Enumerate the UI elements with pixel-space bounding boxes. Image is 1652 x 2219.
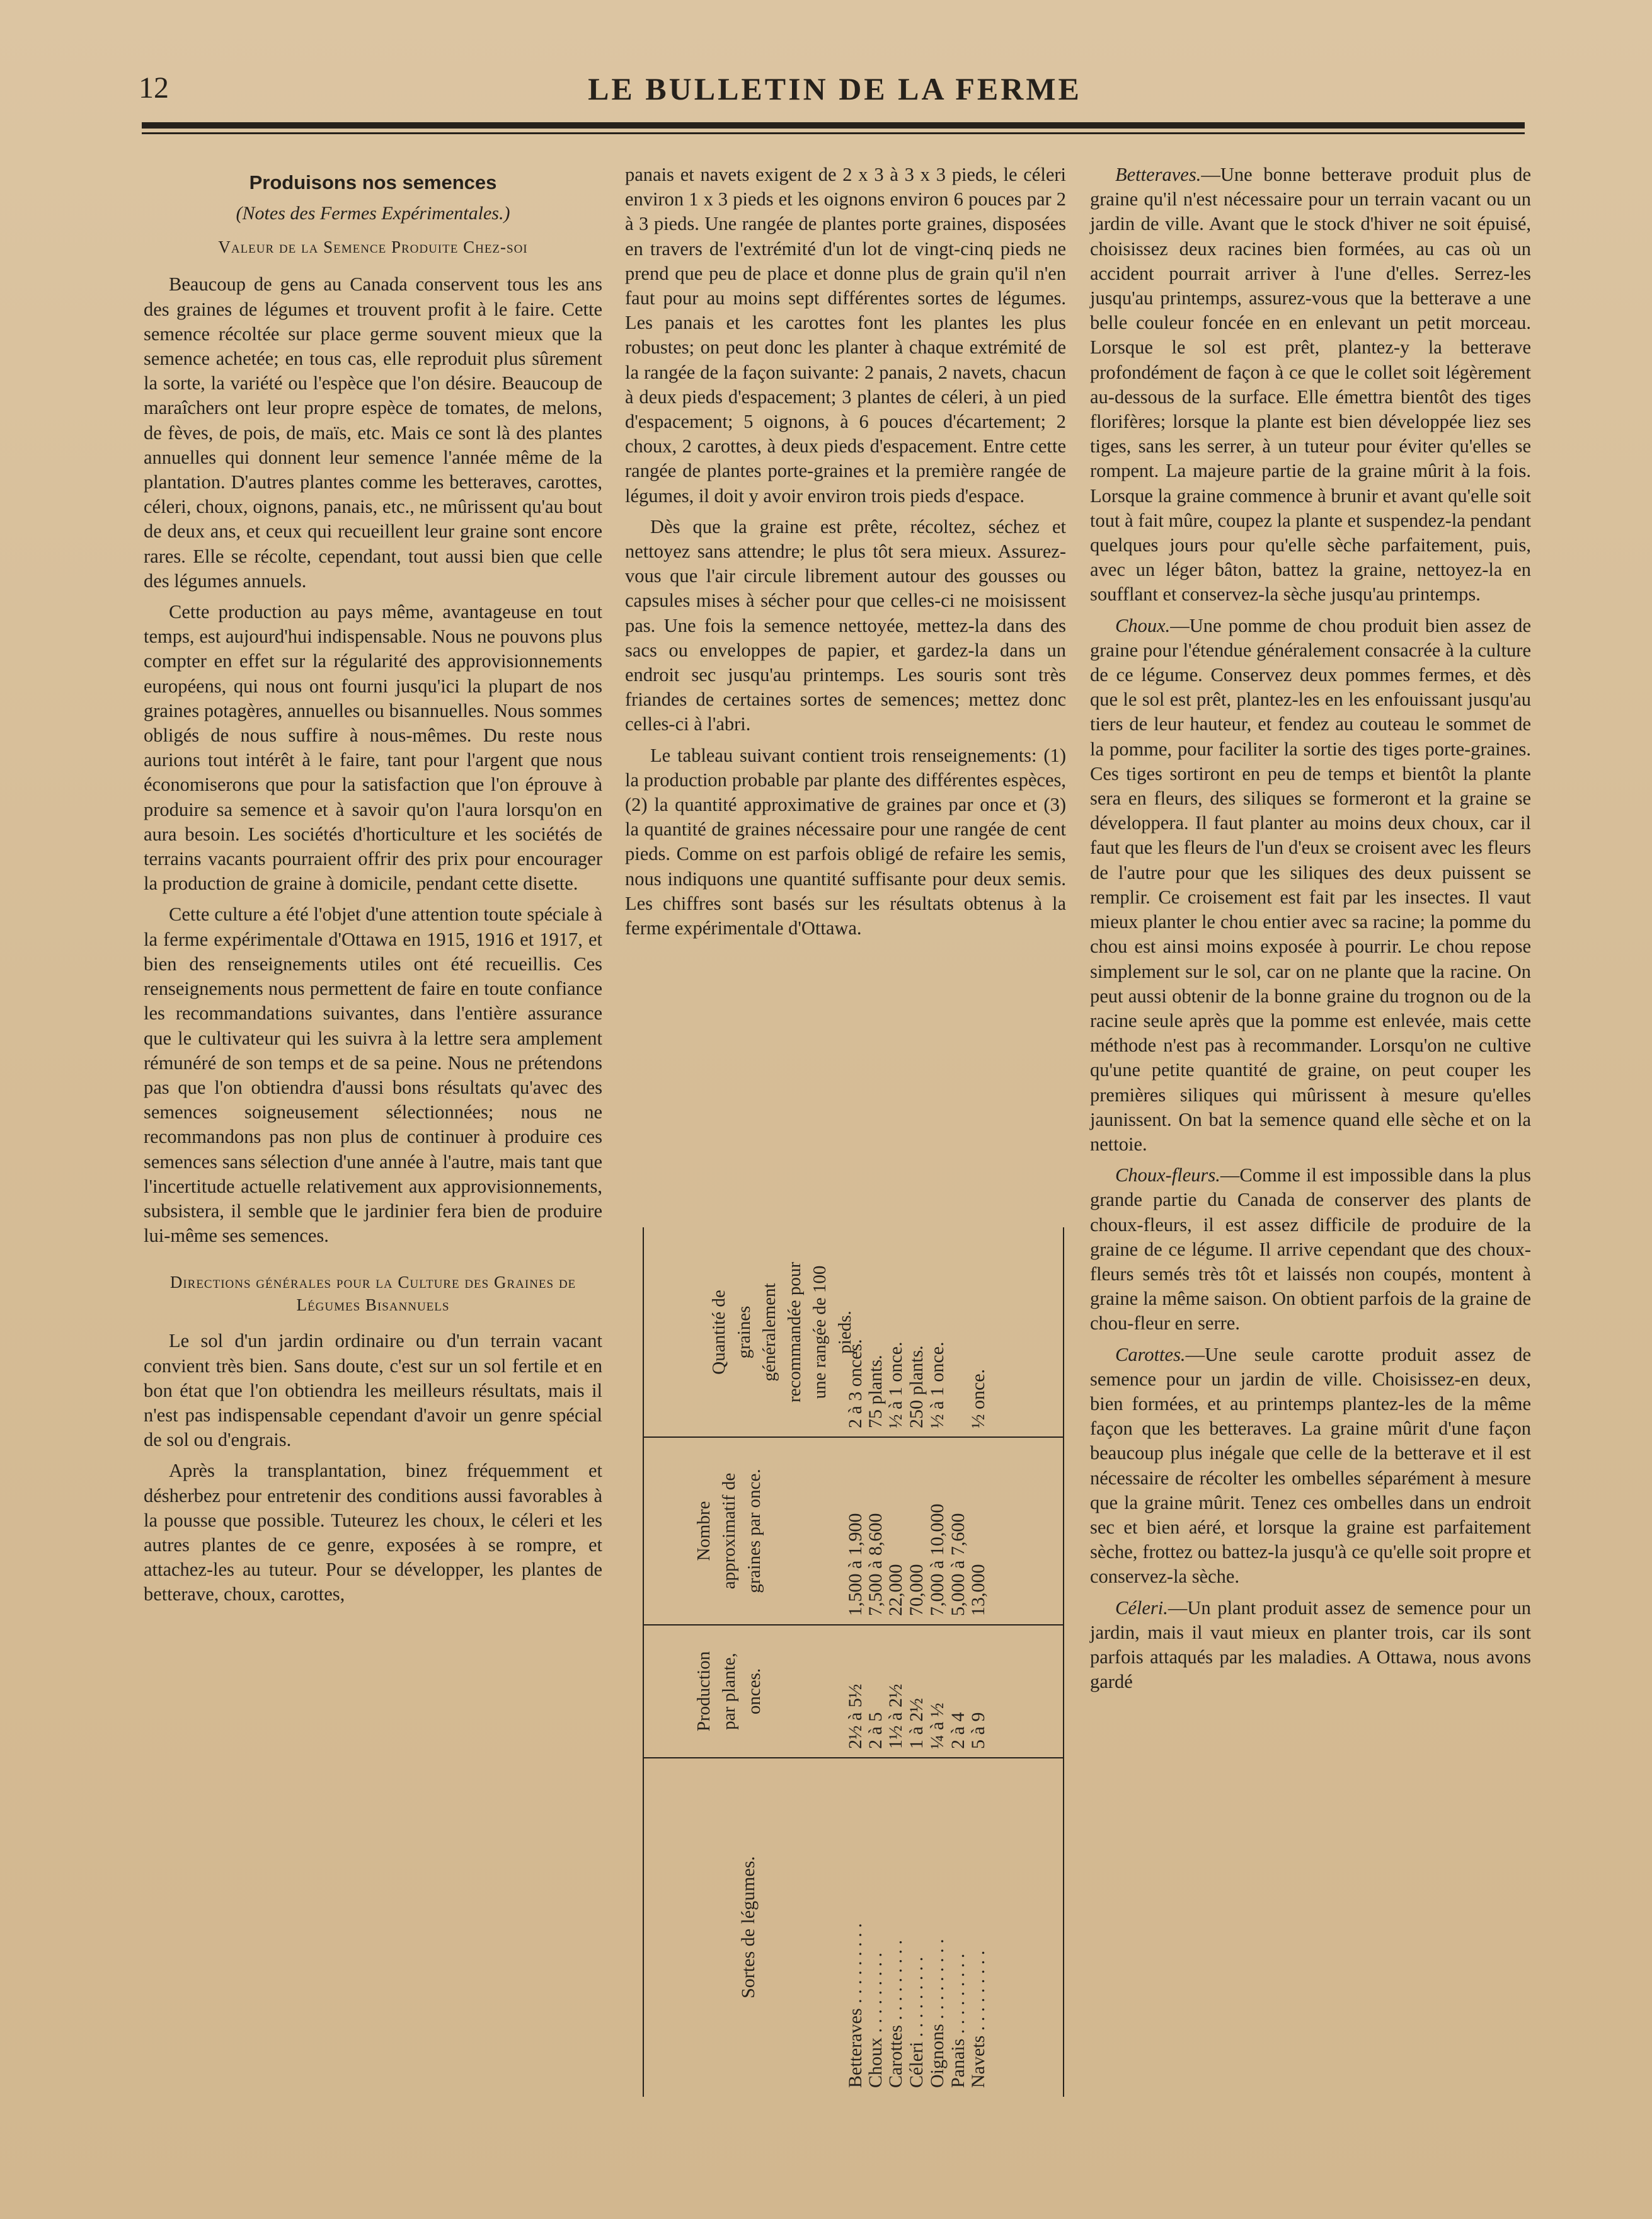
paragraph-text: —Une seule carotte produit assez de semence pour un jardin de ville. Choisissez-en deux, bien formées, et au printemps plantez-les de la même façon que les betteraves. La graine mûrit d'une façon beaucoup plus inégale que celle de la betterave et il est nécessaire de récolter les ombelles séparément à mesure que la graine mûrit. Tenez ces ombelles dans un endroit sec et bien aéré, et lorsque la graine est parfaitement sèche, frottez ou battez-la jusqu'à ce qu'elle soit propre et conservez-la sèche. — [1090, 1343, 1531, 1588]
table-cell: 2 à 4 — [948, 1712, 968, 1749]
paragraph: Après la transplantation, binez fréquemment et désherbez pour entretenir des conditions aussi favorables à la pousse que possible. Tuteurez les choux, le céleri et les autres plantes de ce genre, exposées à se rompre, et attachez-les au tuteur. Pour se développer, les plantes de betterave, choux, carottes, — [144, 1460, 602, 1605]
paragraph: Dès que la graine est prête, récoltez, séchez et nettoyez sans attendre; le plus tôt sera mieux. Assurez-vous que l'air circule librement autour des gousses ou capsules mises à sécher pour que celles-ci ne moisissent pas. Une fois la semence nettoyée, mettez-la dans des sacs ou enveloppes de papier, et gardez-la dans un endroit sec jusqu'au printemps. Les souris sont très friandes de certaines sortes de semences; mettez donc celles-ci à l'abri. — [625, 515, 1066, 735]
seed-table-graphic — [644, 1227, 1063, 2097]
table-cell: Céleri . . . . . . . . . — [906, 1956, 927, 2088]
table-cell: Carottes . . . . . . . . . — [885, 1940, 906, 2088]
paragraph-text: —Une bonne betterave produit plus de graine qu'il n'est nécessaire pour un terrain vacant ou un jardin de ville. Avant que le stock d'hiver ne soit épuisé, choisissez deux racines bien formées, au cas où un accident pourrait arriver à l'une d'elles. Serrez-les jusqu'au printemps, assurez-vous que la betterave a une belle couleur foncée en en enlevant un petit morceau. Lorsque le sol est prêt, plantez-y la betterave profondément de façon à ce que le collet soit légèrement au-dessous de la surface. Elle émettra bientôt des tiges florifères; lorsque la plante est bien développée liez ses tiges, sans les serrer, à un tuteur pour éviter qu'elles se rompent. La majeure partie de la graine mûrit à la fois. Lorsque la graine commence à brunir et avant qu'elle soit tout à fait mûre, coupez la plante et suspendez-la pendant quelques jours pour qu'elle sèche parfaitement, puis, avec un léger bâton, battez la graine, nettoyez-la en soufflant et conservez-la sèche jusqu'au printemps. — [1090, 164, 1531, 605]
section-heading-directions: Directions générales pour la Culture des Graines de Légumes Bisannuels — [169, 1273, 576, 1315]
table-cell: Choux . . . . . . . . . — [865, 1952, 886, 2088]
section-heading-value: Valeur de la Semence Produite Chez-soi — [218, 238, 528, 257]
table-header-line: graines par once. — [744, 1469, 764, 1593]
table-cell: 5 à 9 — [968, 1712, 989, 1749]
column-right — [1090, 163, 1531, 1700]
page-number: 12 — [139, 71, 169, 105]
column-middle — [625, 163, 1066, 947]
table-cell: Panais . . . . . . . . . — [948, 1953, 968, 2088]
paragraph: Cette culture a été l'objet d'une attention toute spéciale à la ferme expérimentale d'Ottawa en 1915, 1916 et 1917, et bien des renseignements utiles ont été recueillis. Ces renseignements nous permettent de faire en toute confiance les recommandations suivantes, dans l'entière assurance que le cultivateur qui les suivra à la lettre sera amplement rémunéré de son temps et de sa peine. Nous ne prétendons pas que l'on obtiendra d'aussi bons résultats qu'avec des semences soigneusement sélectionnées; nous ne recommandons pas non plus de continuer à produire ces semences sans sélection d'une année à l'autre, mais tant que l'incertitude actuelle relativement aux approvisionnements, subsistera, il semble que le jardinier fera bien de produire lui-même ses semences. — [144, 903, 602, 1247]
table-cell: 13,000 — [968, 1564, 989, 1616]
table-cell: Oignons . . . . . . . . . — [927, 1939, 948, 2088]
paragraph-lead: Carottes. — [1115, 1343, 1186, 1365]
paragraph-lead: Betteraves. — [1115, 164, 1202, 185]
table-header-line: Production — [694, 1651, 714, 1732]
column-left — [144, 163, 602, 1614]
table-header-line: pieds. — [835, 1310, 855, 1354]
paragraph-lead: Choux-fleurs. — [1115, 1164, 1220, 1186]
table-cell: 70,000 — [906, 1564, 927, 1616]
article-subtitle: (Notes des Fermes Expérimentales.) — [236, 203, 510, 224]
paragraph-text: —Une pomme de chou produit bien assez de graine pour l'étendue généralement consacrée à la culture de ce légume. Conservez deux pommes fermes, et dès que le sol est prêt, plantez-les en les enfouissant jusqu'au tiers de leur hauteur, et fendez au couteau le sommet de la pomme, pour faciliter la sortie des tiges porte-graines. Ces tiges sortiront en peu de temps et bientôt la plante sera en fleurs, des siliques se formeront et la graine se développera. Il faut planter au moins deux choux, car il faut que les fleurs de l'un d'eux se croisent avec les fleurs de l'autre pour que les siliques des deux puissent se remplir. Ce croisement est fait par les insectes. Il vaut mieux planter le chou entier avec sa racine; la pomme du chou est ainsi moins exposée à pourrir. Le chou repose simplement sur le sol, car on ne plante que la racine. On peut aussi obtenir de la bonne graine du trognon ou de la racine seule après que la pomme est enlevée, mais cette méthode n'est pas à recommander. Lorsqu'on ne cultive qu'une petite quantité de graine, on peut couper les premières siliques qui mûrissent à mesure qu'elles jaunissent. On bat la semence quand elle sèche et on la nettoie. — [1090, 614, 1531, 1155]
running-title: LE BULLETIN DE LA FERME — [588, 71, 1082, 106]
table-cell: 2 à 5 — [865, 1712, 886, 1749]
table-header-line: onces. — [744, 1668, 764, 1715]
table-cell: Navets . . . . . . . . . — [968, 1950, 989, 2088]
table-header-line: approximatif de — [719, 1472, 739, 1590]
table-header-line: recommandée pour — [784, 1261, 805, 1403]
table-cell: 7,000 à 10,000 — [927, 1503, 948, 1616]
table-cell: 75 plants. — [865, 1355, 886, 1428]
paragraph-lead: Céleri. — [1115, 1597, 1168, 1619]
paragraph: Le sol d'un jardin ordinaire ou d'un terrain vacant convient très bien. Sans doute, c'est sur un sol fertile et en bon état que l'on obtiendra les meilleurs résultats, mais il n'est pas indispensable cependant d'avoir un genre spécial de sol ou d'engrais. — [144, 1330, 602, 1451]
table-cell: 5,000 à 7,600 — [948, 1513, 968, 1616]
paragraph-text: —Un plant produit assez de semence pour un jardin, mais il vaut mieux en planter trois, car ils sont parfois attaqués par les maladies. A Ottawa, nous avons gardé — [1090, 1597, 1531, 1693]
table-cell: 2 à 3 onces. — [845, 1339, 866, 1428]
table-cell: 22,000 — [885, 1564, 906, 1616]
paragraph: Cette production au pays même, avantageuse en tout temps, est aujourd'hui indispensable. Nous ne pouvons plus compter en effet sur la régularité des approvisionnements européens, qui nous ont fourni jusqu'ici la plupart de nos graines potagères, annuelles ou bisannuelles. Nous sommes obligés de nous suffire à nous-mêmes. Du reste nous aurions tout intérêt à le faire, tant pour l'argent que nous économiserons que pour la satisfaction que l'on éprouve à produire sa semence et à savoir qu'on l'aura lorsqu'on en aura besoin. Les sociétés d'horticulture et les sociétés de terrains vacants pourraient offrir des prix pour encourager la production de graine à domicile, pendant cette disette. — [144, 601, 602, 895]
paragraph: panais et navets exigent de 2 x 3 à 3 x 3 pieds, le céleri environ 1 x 3 pieds et les oignons environ 6 pouces par 2 à 3 pieds. Une rangée de plantes porte graines, disposées en travers de l'extrémité d'un lot de vingt-cinq pieds ne prend que peu de place et donne plus de grain qu'il n'en faut pour au moins sept différentes sortes de légumes. Les panais et les carottes font les plantes les plus robustes; on peut donc les planter à chaque extrémité de la rangée de la façon suivante: 2 panais, 2 navets, chacun à deux pieds d'espacement; 3 plantes de céleri, à un pied d'espacement; 5 oignons, à 6 pouces d'écartement; 2 choux, 2 carottes, à deux pieds d'espacement. Entre cette rangée de plantes porte-graines et la première rangée de légumes, il doit y avoir environ trois pieds d'espace. — [625, 164, 1066, 507]
table-header-line: par plante, — [719, 1653, 739, 1730]
table-cell: 1 à 2½ — [906, 1698, 927, 1749]
paragraph-text: —Comme il est impossible dans la plus grande partie du Canada de conserver des plants de choux-fleurs, il est assez difficile de produire de la graine de ce légume. Il arrive cependant que des choux-fleurs semés très tôt et laissés non coupés, montent à graine la même saison. On obtient parfois de la graine de chou-fleur en serre. — [1090, 1164, 1531, 1334]
table-header-line: une rangée de 100 — [810, 1265, 830, 1399]
table-header-line: graines — [734, 1305, 754, 1359]
table-cell: Betteraves . . . . . . . . . — [845, 1923, 866, 2088]
table-cell: 250 plants. — [906, 1345, 927, 1428]
seed-table — [643, 1227, 1064, 2097]
table-header-line: généralement — [759, 1283, 779, 1382]
table-header-line: Quantité de — [709, 1290, 729, 1375]
page-header — [139, 71, 1531, 115]
paragraph: Beaucoup de gens au Canada conservent tous les ans des graines de légumes et trouvent profit à le faire. Cette semence récoltée sur place germe souvent mieux que la semence achetée; en tous cas, elle reproduit plus sûrement la sorte, la variété ou l'espèce que l'on désire. Beaucoup de maraîchers ont leur propre espèce de tomates, de melons, de fèves, de pois, de maïs, etc. Mais ce sont là des plantes annuelles qui donnent leur semence l'année même de la plantation. D'autres plantes comme les betteraves, carottes, céleri, choux, oignons, panais, etc., ne mûrissent qu'au bout de deux ans, et ceux qui recueillent leur graine sont encore rares. Elle se récolte, cependant, tout aussi bien que celle des légumes annuels. — [144, 273, 602, 592]
table-cell: 1½ à 2½ — [885, 1683, 906, 1749]
table-cell: ½ à 1 once. — [927, 1341, 948, 1428]
article-title: Produisons nos semences — [249, 171, 497, 193]
paragraph-lead: Choux. — [1115, 614, 1171, 636]
table-header-line: Sortes de légumes. — [738, 1856, 759, 1998]
header-rule-thin — [142, 132, 1525, 134]
table-cell: ½ once. — [968, 1368, 989, 1428]
table-cell: 1,500 à 1,900 — [845, 1513, 866, 1616]
table-cell: ¼ à ½ — [927, 1702, 948, 1749]
table-cell: ½ à 1 once. — [885, 1341, 906, 1428]
paragraph: Le tableau suivant contient trois renseignements: (1) la production probable par plante des différentes espèces, (2) la quantité approximative de graines par once et (3) la quantité de graines nécessaire pour une rangée de cent pieds. Comme on est parfois obligé de refaire les semis, nous indiquons une quantité suffisante pour deux semis. Les chiffres sont basés sur les résultats obtenus à la ferme expérimentale d'Ottawa. — [625, 744, 1066, 939]
table-cell: 7,500 à 8,600 — [865, 1513, 886, 1616]
table-header-line: Nombre — [694, 1501, 714, 1561]
header-rule-thick — [142, 122, 1525, 129]
table-cell: 2½ à 5½ — [845, 1683, 866, 1749]
